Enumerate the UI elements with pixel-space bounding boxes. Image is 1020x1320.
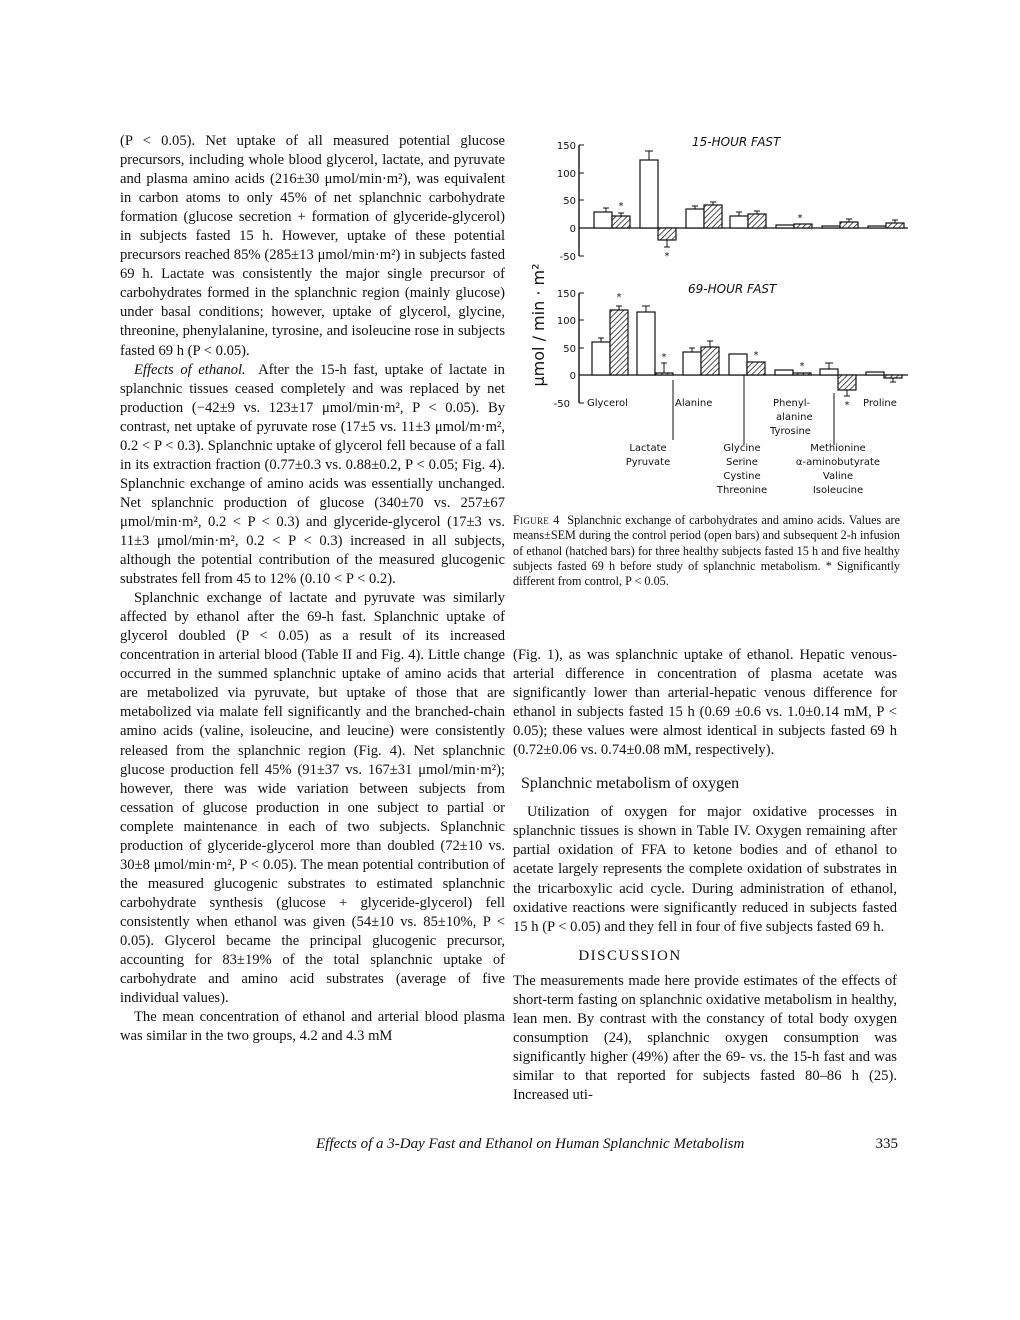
paragraph: The mean concentration of ethanol and arterial blood plasma was similar in the two groups, 4.2 and 4.3 mM xyxy=(120,1009,505,1045)
x-label-glycine: Glycine xyxy=(723,443,761,454)
bar-chart-svg xyxy=(520,125,910,510)
paragraph: (P < 0.05). Net uptake of all measured potential glucose precursors, including whole blood glycerol, lactate, and pyruvate and plasma amino acids (216±30 μmol/min·m²), was equivalent in carbon atoms to only 45% of net splanchnic carbohydrate formation (glucose secretion + formation of glyceride-glycerol) in subjects fasted 15 h. However, uptake of these potential precursors reached 85% (285±13 μmol/min·m²) in subjects fasted 69 h. Lactate was consistently the major single precursor of carbohydrates formed in the splanchnic region (mainly glucose) under basal conditions; however, uptake of glycerol, glycine, threonine, phenylalanine, tyrosine, and isoleucine rose in subjects fasted 69 h (P < 0.05). xyxy=(120,133,505,359)
x-label-aminobutyrate: α-aminobutyrate xyxy=(795,457,881,468)
x-label-serine: Serine xyxy=(726,457,758,468)
left-text-column xyxy=(120,132,505,1046)
figure-4-chart xyxy=(520,125,910,510)
x-label-cystine: Cystine xyxy=(723,471,761,482)
x-label-glycerol: Glycerol xyxy=(587,398,628,409)
paragraph-body: After the 15-h fast, uptake of lactate in splanchnic tissues ceased completely and was replaced by net production (−42±9 vs. 123±17 μmol/min·m², P < 0.05). By contrast, net uptake of pyruvate rose (17±5 vs. 11±3 μmol/m·m², 0.2 < P < 0.3). Splanchnic uptake of glycerol fell because of a fall in its extraction fraction (0.77±0.3 vs. 0.88±0.2, P < 0.05; Fig. 4). Splanchnic exchange of amino acids was essentially unchanged. Net splanchnic production of glucose (340±70 vs. 257±67 μmol/min·m², 0.2 < P < 0.3) and glyceride-glycerol (17±3 vs. 11±3 μmol/min·m², 0.2 < P < 0.3) increased in all subjects, although the potential contribution of the measured glucogenic substrates fell from 45 to 12% (0.10 < P < 0.2). xyxy=(120,361,505,588)
right-text-column xyxy=(513,646,897,1105)
running-footer xyxy=(316,1136,898,1153)
y-axis-label: μmol / min · m² xyxy=(529,263,548,387)
paragraph: (Fig. 1), as was splanchnic uptake of ethanol. Hepatic venous-arterial difference in concentration of plasma acetate was significantly lower than arterial-hepatic venous difference for ethanol in subjects fasted 15 h (0.69 ±0.6 vs. 1.0±0.14 mM, P < 0.05); these values were almost identical in subjects fasted 69 h (0.72±0.06 vs. 0.74±0.08 mM, respectively). xyxy=(513,647,897,759)
y-tick: -50 xyxy=(559,252,576,263)
x-label-pyruvate: Pyruvate xyxy=(625,457,671,468)
y-tick: 0 xyxy=(569,224,576,235)
y-tick: 100 xyxy=(556,316,576,327)
caption-label: Figure 4 xyxy=(513,513,560,527)
y-tick: 150 xyxy=(556,141,576,152)
y-tick: 50 xyxy=(563,344,576,355)
x-label-lactate: Lactate xyxy=(629,443,667,454)
x-label-threonine: Threonine xyxy=(716,485,768,496)
x-label-phenylalanine: Phenyl- xyxy=(773,398,811,409)
x-label-methionine: Methionine xyxy=(810,443,866,454)
panel-title-15h: 15-HOUR FAST xyxy=(692,135,781,149)
paragraph: Splanchnic exchange of lactate and pyruvate was similarly affected by ethanol after the 69-h fast. Splanchnic uptake of glycerol doubled (P < 0.05) as a result of its increased concentration in arterial blood (Table II and Fig. 4). Little change occurred in the summed splanchnic uptake of amino acids that are metabolized via pyruvate, but uptake of those that are metabolized via malate fell significantly and the branched-chain amino acids (valine, isoleucine, and leucine) were consistently released from the splanchnic region (Fig. 4). Net splanchnic glucose production fell 45% (91±37 vs. 167±31 μmol/min·m²); however, there was wide variation between subjects from cessation of glucose production in one subject to partial or complete maintenance in each of two subjects. Splanchnic production of glyceride-glycerol more than doubled (72±10 vs. 30±8 μmol/min·m², P < 0.05). The mean potential contribution of the measured glucogenic substrates to estimated splanchnic carbohydrate synthesis (glucose + glyceride-glycerol) fell consistently when ethanol was given (54±10 vs. 85±10%, P < 0.05). Glycerol became the principal glucogenic precursor, accounting for 83±19% of the total splanchnic uptake of carbohydrate and amino acid substrates (average of five individual values). xyxy=(120,590,505,1007)
discussion-heading: DISCUSSION xyxy=(578,947,682,964)
paragraph-effects-of-ethanol xyxy=(120,361,505,590)
significance-star: * xyxy=(797,213,803,224)
significance-star: * xyxy=(616,292,622,303)
y-tick: 100 xyxy=(556,169,576,180)
y-tick: -50 xyxy=(553,399,570,410)
significance-star: * xyxy=(844,400,850,411)
running-title: Effects of a 3-Day Fast and Ethanol on Human Splanchnic Metabolism xyxy=(316,1136,745,1152)
paragraph: Utilization of oxygen for major oxidative processes in splanchnic tissues is shown in Table IV. Oxygen remaining after partial oxidation of FFA to ketone bodies and of ethanol to acetate largely represents the complete oxidation of substrates in the tricarboxylic acid cycle. During administration of ethanol, oxidative reactions were significantly reduced in subjects fasted 15 h (P < 0.05) and they fell in four of five subjects fasted 69 h. xyxy=(513,804,897,935)
significance-star: * xyxy=(618,201,624,212)
section-heading: Splanchnic metabolism of oxygen xyxy=(521,775,740,793)
significance-star: * xyxy=(661,352,667,363)
x-label-alanine: Alanine xyxy=(675,398,713,409)
x-label-proline: Proline xyxy=(863,398,897,409)
paragraph: The measurements made here provide estimates of the effects of short-term fasting on splanchnic oxidative metabolism in healthy, lean men. By contrast with the constancy of total body oxygen consumption (24), splanchnic oxygen consumption was significantly higher (49%) after the 69- vs. the 15-h fast and was similar to that reported for subjects fasted 80–86 h (25). Increased uti- xyxy=(513,972,897,1103)
x-label-isoleucine: Isoleucine xyxy=(812,485,864,496)
y-tick: 50 xyxy=(563,196,576,207)
x-label-phenylalanine-2: alanine xyxy=(776,412,813,423)
significance-star: * xyxy=(799,361,805,372)
x-label-tyrosine: Tyrosine xyxy=(770,426,811,437)
page-number: 335 xyxy=(875,1136,898,1152)
y-tick: 150 xyxy=(556,289,576,300)
significance-star: * xyxy=(664,251,670,262)
x-label-valine: Valine xyxy=(822,471,854,482)
panel-title-69h: 69-HOUR FAST xyxy=(688,282,777,296)
run-in-heading: Effects of ethanol. xyxy=(134,361,246,378)
significance-star: * xyxy=(753,350,759,361)
caption-text: Splanchnic exchange of carbohydrates and amino acids. Values are means±SEM during the control period (open bars) and subsequent 2-h infusion of ethanol (hatched bars) for three healthy subjects fasted 15 h and five healthy subjects fasted 69 h before study of splanchnic metabolism. * Significantly different from control, P < 0.05. xyxy=(513,513,900,589)
figure-caption xyxy=(513,513,900,589)
y-tick: 0 xyxy=(569,371,576,382)
